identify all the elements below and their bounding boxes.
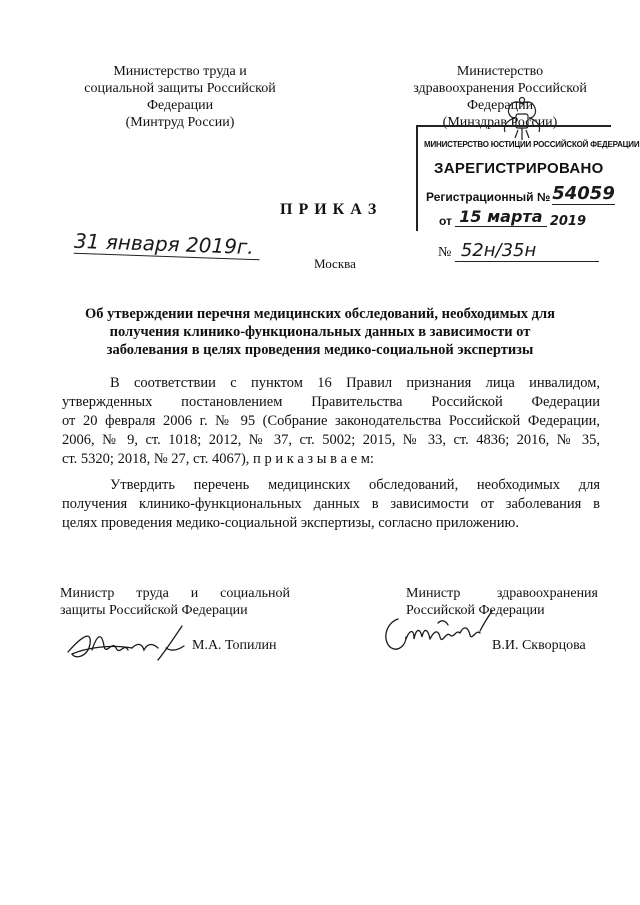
signatory-title: Российской Федерации	[406, 603, 545, 618]
handwritten-signature-right-icon	[376, 605, 496, 660]
header-left-block	[60, 63, 300, 131]
order-city: Москва	[314, 256, 356, 271]
order-date: 31 января 2019г.	[74, 229, 261, 260]
subject-line: Об утверждении перечня медицинских обследований, необходимых для	[85, 306, 555, 322]
subject-line: заболевания в целях проведения медико-социальной экспертизы	[106, 342, 534, 358]
signatory-name-right: В.И. Скворцова	[492, 638, 586, 653]
header-right-line: (Минздрав России)	[442, 115, 558, 130]
header-left-line: социальной защиты Российской	[84, 81, 276, 96]
header-left-line: (Минтруд России)	[125, 115, 235, 130]
paragraph-line: утвержденных постановлением Правительства Российской Федерации	[62, 394, 600, 410]
stamp-date	[439, 207, 587, 229]
signatory-title: Министр труда и социальной	[60, 586, 290, 601]
paragraph-line: ст. 5320; 2018, № 27, ст. 4067), п р и к а з ы в а е м:	[62, 451, 374, 467]
paragraph-line: 2006, № 9, ст. 1018; 2012, № 37, ст. 5002; 2015, № 33, ст. 4836; 2016, № 35,	[62, 432, 600, 448]
document-subject	[60, 305, 580, 359]
stamp-date-prefix: от	[439, 214, 452, 228]
stamp-status: ЗАРЕГИСТРИРОВАНО	[434, 160, 604, 177]
registration-stamp	[416, 125, 640, 231]
header-right-line: здравоохранения Российской	[413, 81, 587, 96]
paragraph-line: В соответствии с пунктом 16 Правил признания лица инвалидом,	[110, 375, 600, 391]
paragraph-line: от 20 февраля 2006 г. № 95 (Собрание законодательства Российской Федерации,	[62, 413, 600, 429]
header-left-line: Федерации	[146, 98, 214, 113]
header-left-line: Министерство труда и	[113, 64, 247, 79]
signature-left-block	[60, 585, 290, 619]
stamp-reg-label: Регистрационный №	[426, 190, 551, 204]
order-number-prefix: №	[438, 245, 452, 260]
order-number	[438, 240, 599, 262]
header-right-line: Министерство	[456, 64, 544, 79]
paragraph-legal-basis	[62, 374, 600, 469]
handwritten-signature-left-icon	[62, 622, 202, 668]
stamp-year: 2019	[549, 214, 587, 229]
stamp-ministry: МИНИСТЕРСТВО ЮСТИЦИИ РОССИЙСКОЙ ФЕДЕРАЦИИ	[424, 140, 640, 149]
paragraph-line: получения клинико-функциональных данных в зависимости от заболевания в	[62, 496, 600, 512]
paragraph-resolution	[62, 476, 600, 533]
order-title: П Р И К А З	[280, 201, 378, 218]
stamp-reg-number: 54059	[552, 183, 615, 204]
subject-line: получения клинико-функциональных данных в зависимости от	[109, 324, 531, 340]
signatory-title: Министр здравоохранения	[406, 586, 598, 601]
order-number-value: 52н/35н	[455, 240, 599, 262]
stamp-date-value: 15 марта	[455, 207, 546, 227]
signatory-name-left: М.А. Топилин	[192, 638, 277, 653]
paragraph-line: целях проведения медико-социальной экспертизы, согласно приложению.	[62, 515, 520, 531]
header-right-line: Федерации	[466, 98, 534, 113]
stamp-registration	[426, 185, 615, 206]
signatory-title: защиты Российской Федерации	[60, 603, 248, 618]
paragraph-line: Утвердить перечень медицинских обследований, необходимых для	[110, 477, 600, 493]
